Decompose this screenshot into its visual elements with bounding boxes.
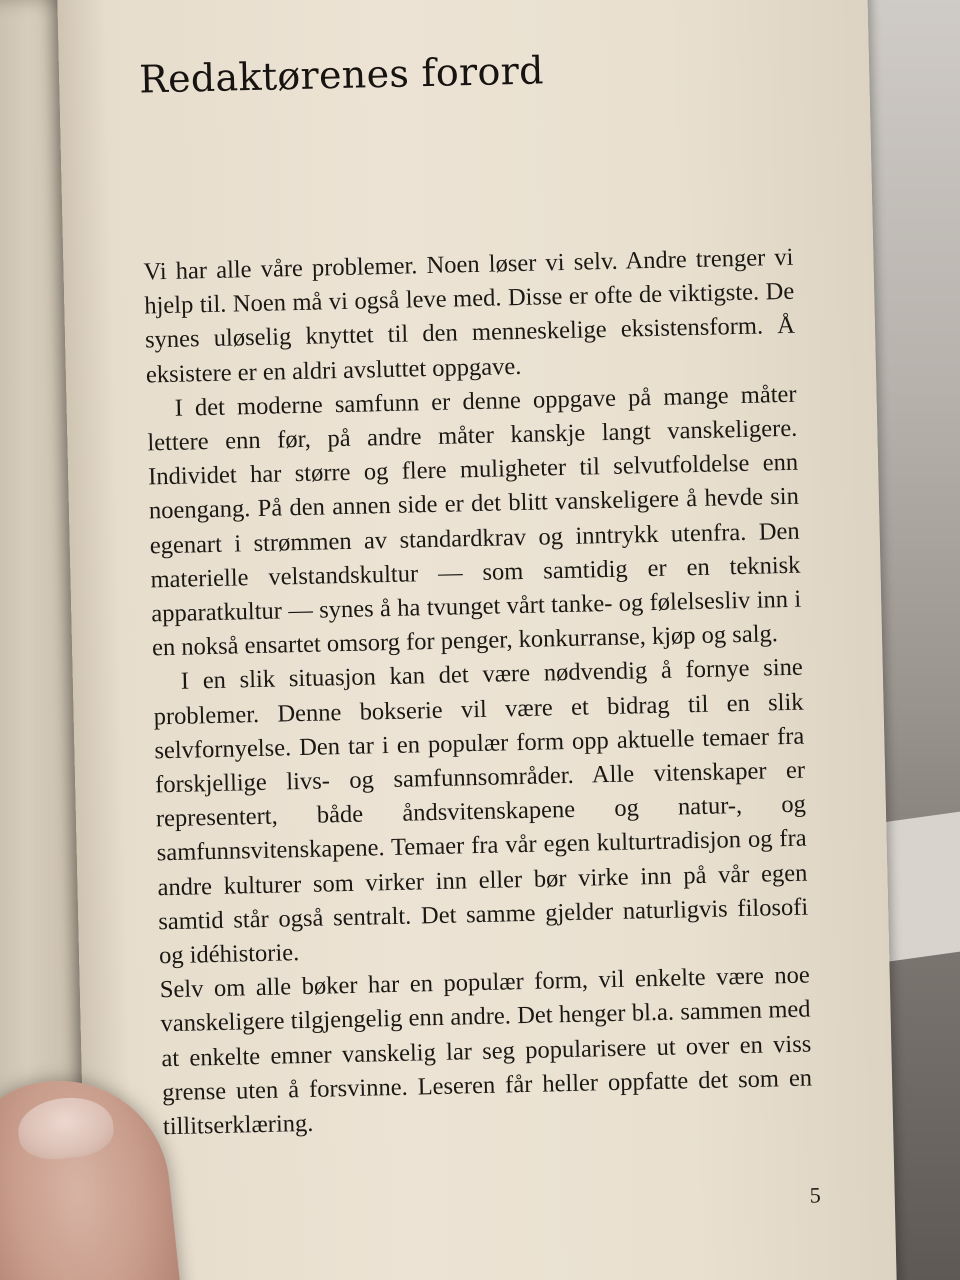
page-number: 5 <box>809 1182 821 1208</box>
book-page <box>57 0 897 1280</box>
paragraph-3: I en slik situasjon kan det være nødvendig å fornye sine problemer. Denne bokserie vil være et bidrag til en slik selvfornyelse. Den tar i en populær form opp aktuelle temaer fra forskjellige livs- og samfunnsområder. Alle vitenskaper er representert, både åndsvitenskapene og natur-, og samfunnsvitenskapene. Temaer fra vår egen kulturtradisjon og fra andre kulturer som virker inn eller bør virke inn på vår egen samtid står også sentralt. Det samme gjelder naturligvis filosofi og idéhistorie. <box>153 654 809 970</box>
page-content <box>138 43 821 1257</box>
page-heading: Redaktørenes forord <box>138 48 545 102</box>
paragraph-1: Vi har alle våre problemer. Noen løser vi selv. Andre trenger vi hjelp til. Noen må vi også leve med. Disse er ofte de viktigste. De synes uløselig knyttet til den menneskelige eksistensform. Å eksistere er en aldri avsluttet oppgave. <box>143 243 796 389</box>
paragraph-4: Selv om alle bøker har en populær form, vil enkelte være noe vanskeligere tilgjengelig enn andre. Det henger bl.a. sammen med at enkelte emner vanskelig lar seg popularisere ut over en viss grense uten å forsvinne. Leseren får heller oppfatte det som en tillitserklæring. <box>159 961 813 1141</box>
paragraph-2: I det moderne samfunn er denne oppgave på mange måter lettere enn før, på andre måter kanskje langt vanskeligere. Individet har større og flere muligheter til selvutfoldelse enn noengang. På den annen side er det blitt vanskeligere å hevde sin egenart i strømmen av standardkrav og inntrykk utenfra. Den materielle velstandskultur — som samtidig er en teknisk apparatkultur — synes å ha tvunget vårt tanke- og følelsesliv inn i en nokså ensartet omsorg for penger, konkurranse, kjøp og salg. <box>147 380 802 662</box>
thumbnail-nail <box>15 1093 116 1163</box>
body-text <box>143 241 813 1145</box>
